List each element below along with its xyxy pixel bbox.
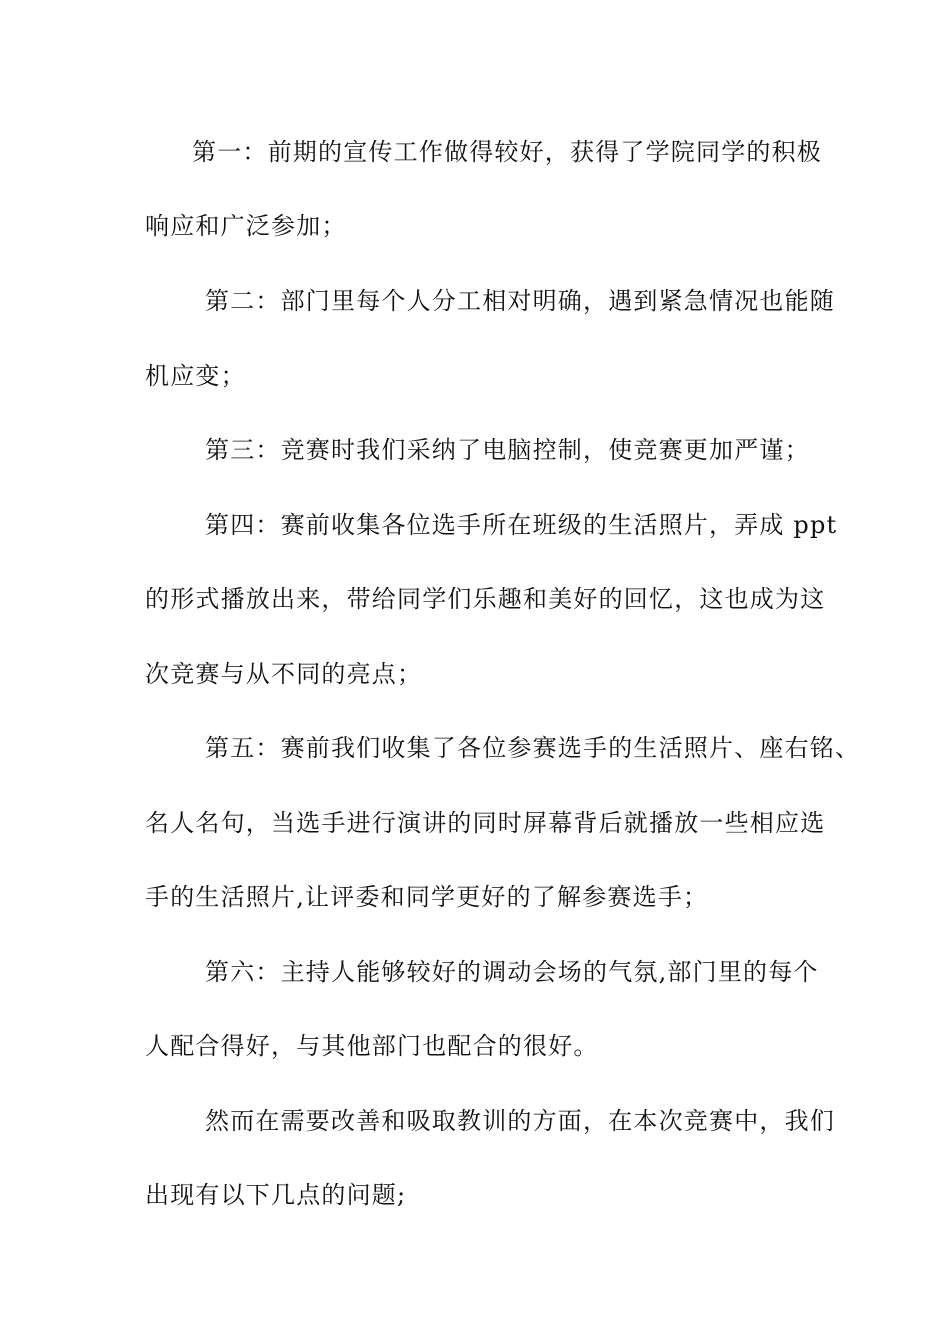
- paragraph-4-line-2: 的形式播放出来，带给同学们乐趣和美好的回忆，这也成为这: [145, 585, 826, 613]
- paragraph-5-line-2: 名人名句，当选手进行演讲的同时屏幕背后就播放一些相应选: [145, 809, 826, 837]
- paragraph-7-line-1: 然而在需要改善和吸取教训的方面，在本次竞赛中，我们: [205, 1107, 835, 1135]
- paragraph-5-line-1: 第五：赛前我们收集了各位参赛选手的生活照片、座右铭、: [205, 734, 861, 762]
- paragraph-2-line-1: 第二：部门里每个人分工相对明确，遇到紧急情况也能随: [205, 287, 835, 315]
- paragraph-1-line-2: 响应和广泛参加；: [145, 212, 347, 240]
- paragraph-4-line-3: 次竞赛与从不同的亮点；: [145, 660, 423, 688]
- paragraph-2-line-2: 机应变；: [145, 362, 246, 390]
- paragraph-1-line-1: 第一：前期的宣传工作做得较好，获得了学院同学的积极: [192, 138, 822, 166]
- paragraph-6-line-1: 第六：主持人能够较好的调动会场的气氛,部门里的每个: [205, 958, 819, 986]
- paragraph-4-line-1: 第四：赛前收集各位选手所在班级的生活照片，弄成 ppt: [205, 511, 838, 539]
- paragraph-6-line-2: 人配合得好，与其他部门也配合的很好。: [145, 1032, 599, 1060]
- paragraph-7-line-2: 出现有以下几点的问题;: [145, 1181, 407, 1209]
- paragraph-5-line-3: 手的生活照片,让评委和同学更好的了解参赛选手；: [145, 883, 709, 911]
- paragraph-3-line-1: 第三：竞赛时我们采纳了电脑控制，使竞赛更加严谨；: [205, 436, 810, 464]
